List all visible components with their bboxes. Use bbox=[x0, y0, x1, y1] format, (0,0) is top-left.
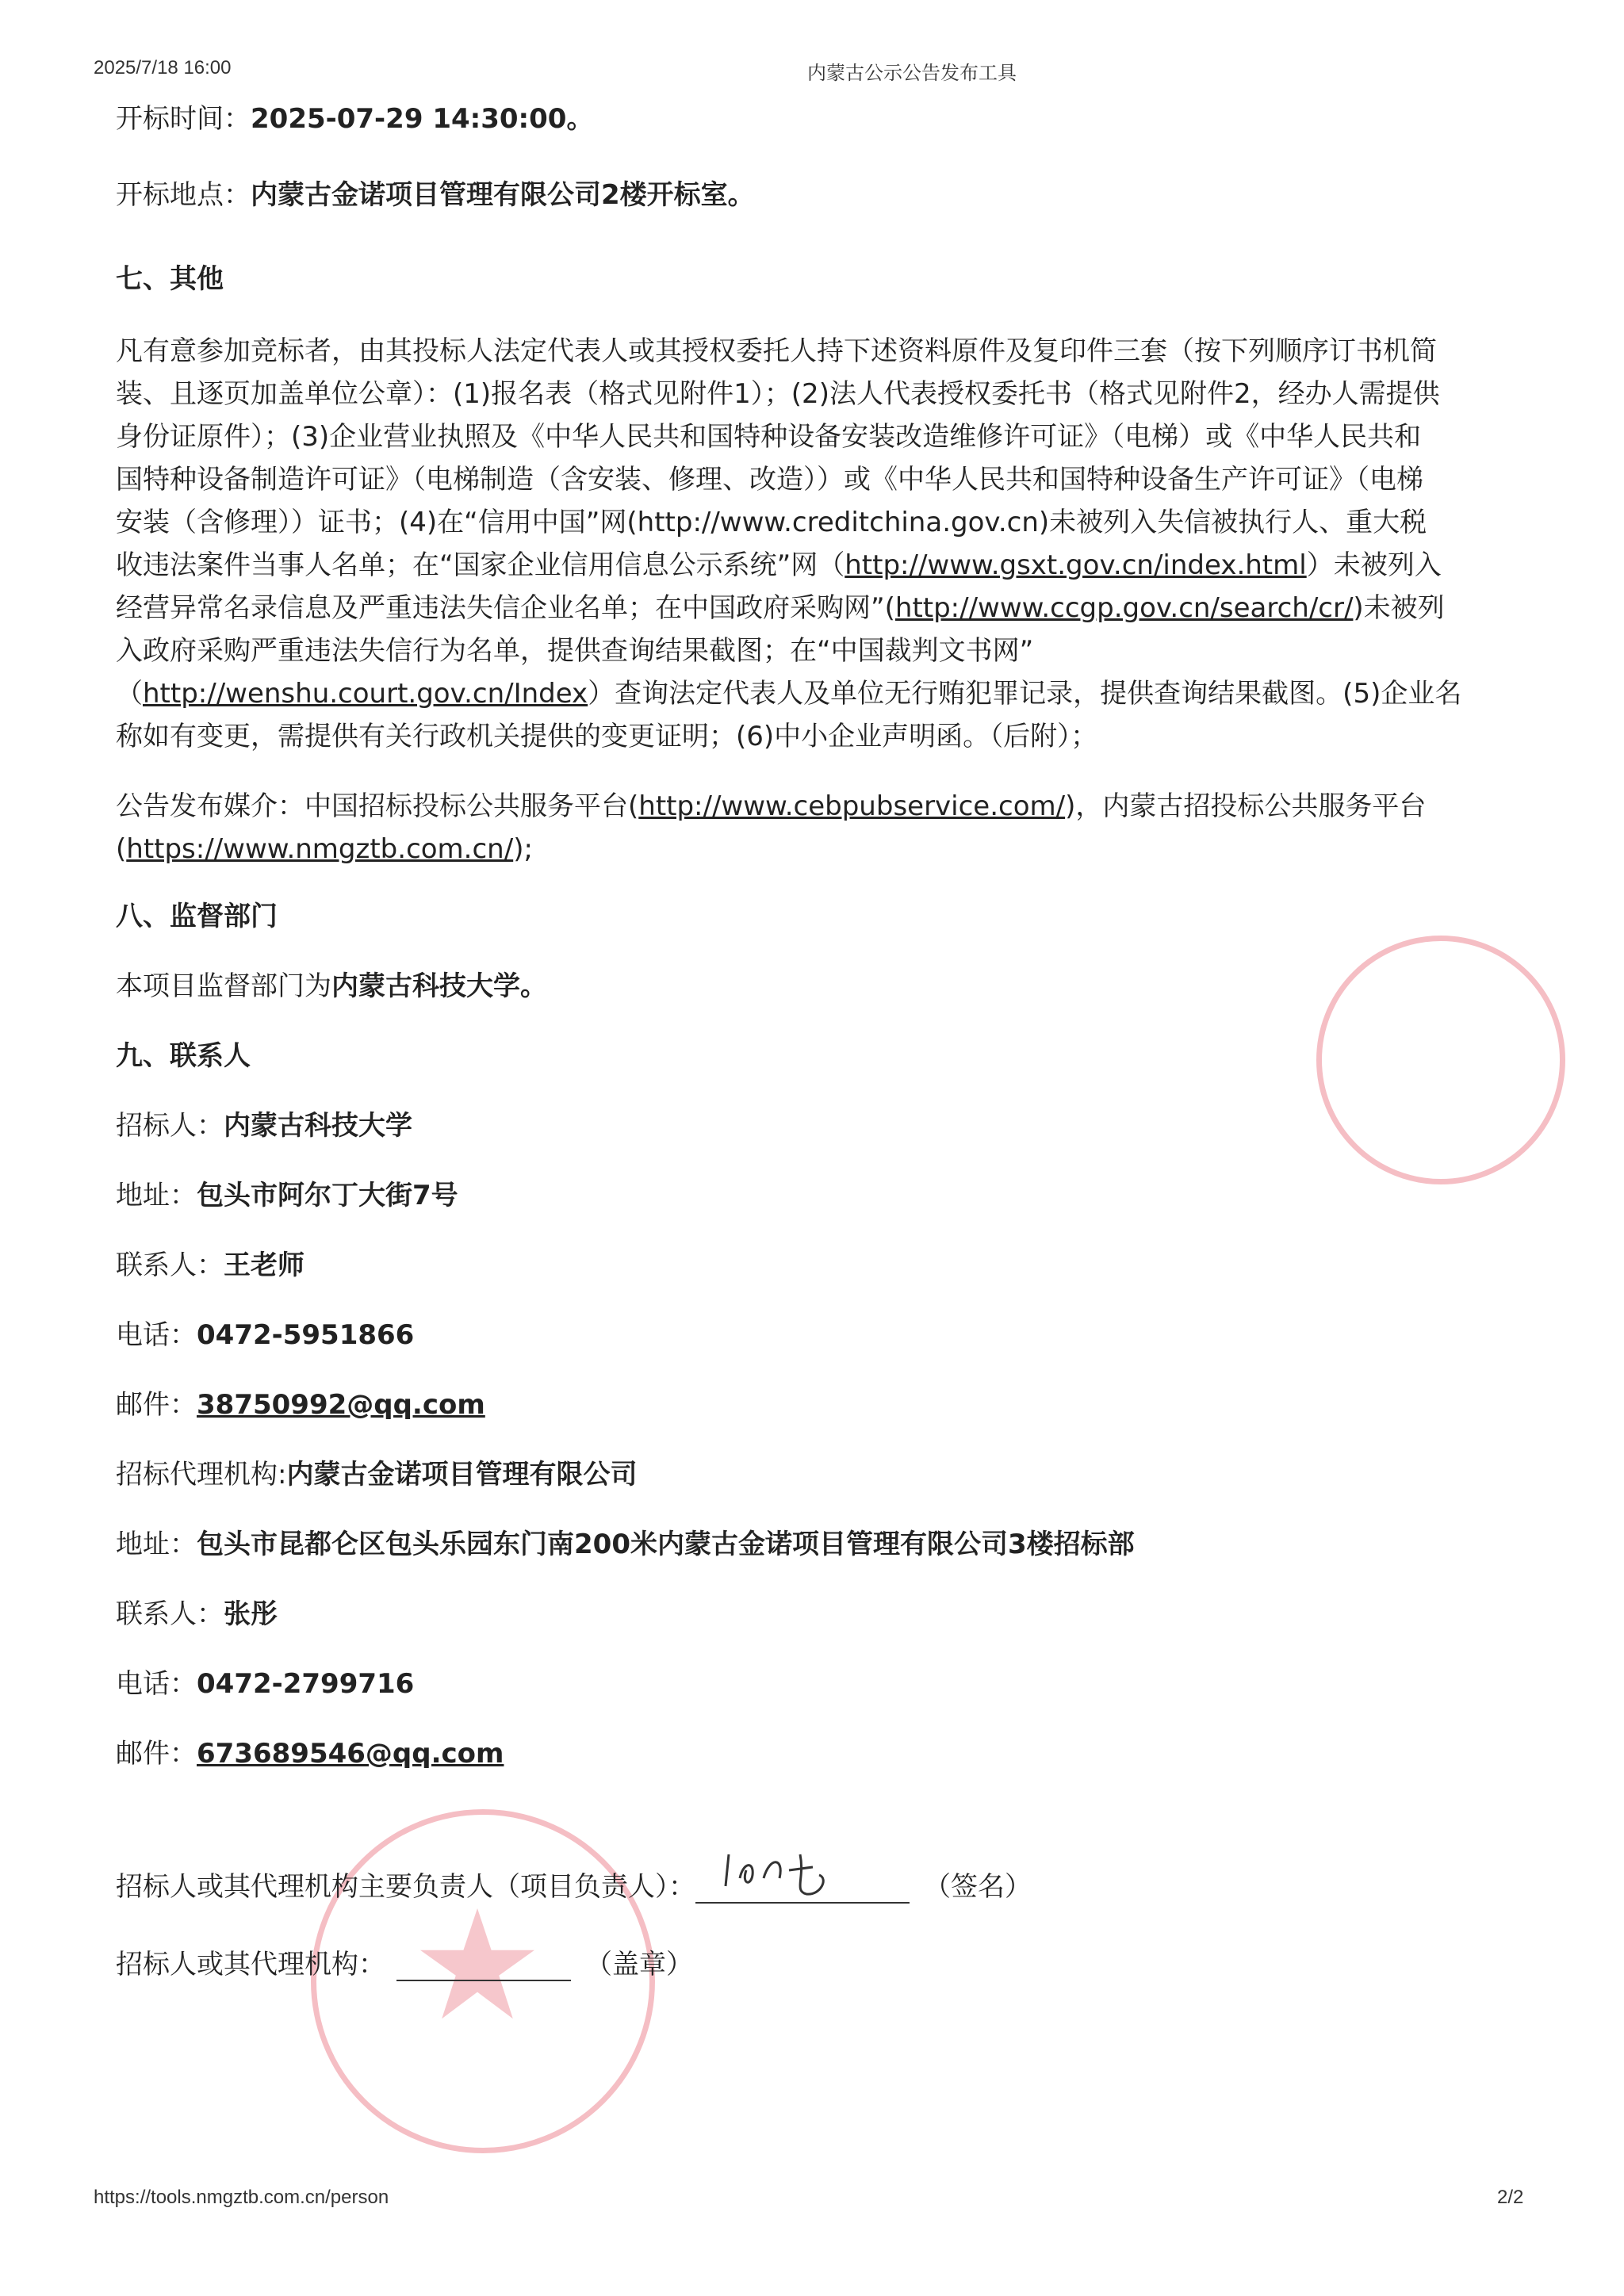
opening-time: 开标时间：2025-07-29 14:30:00。 bbox=[116, 103, 594, 135]
section-9-title: 九、联系人 bbox=[116, 1040, 251, 1072]
contact-row bbox=[116, 1732, 1535, 1801]
seal-row: 招标人或其代理机构： （盖章） bbox=[116, 1949, 693, 1980]
document-body bbox=[116, 97, 1535, 1801]
contact-row bbox=[116, 1662, 1535, 1732]
opening-place: 开标地点：内蒙古金诺项目管理有限公司2楼开标室。 bbox=[116, 179, 755, 211]
contact-value: 0472-2799716 bbox=[197, 1668, 415, 1700]
contact-value: 张彤 bbox=[224, 1598, 278, 1630]
contact-row bbox=[116, 1522, 1535, 1592]
contact-value: 内蒙古金诺项目管理有限公司 bbox=[286, 1459, 638, 1490]
contact-label: 地址： bbox=[116, 1180, 197, 1211]
contact-value: 0472-5951866 bbox=[197, 1319, 415, 1351]
contact-value: 包头市阿尔丁大街7号 bbox=[197, 1180, 458, 1211]
contact-row bbox=[116, 1383, 1535, 1452]
contact-label: 邮件： bbox=[116, 1738, 197, 1770]
contact-row bbox=[116, 1104, 1535, 1173]
print-page-title: 内蒙古公示公告发布工具 bbox=[807, 63, 1017, 84]
contact-row bbox=[116, 1173, 1535, 1243]
contact-value: 包头市昆都仑区包头乐园东门南200米内蒙古金诺项目管理有限公司3楼招标部 bbox=[197, 1529, 1135, 1560]
contact-label: 邮件： bbox=[116, 1389, 197, 1421]
supervision-text: 本项目监督部门为内蒙古科技大学。 bbox=[116, 970, 547, 1002]
contact-row bbox=[116, 1592, 1535, 1662]
contact-value: 王老师 bbox=[224, 1249, 304, 1281]
nmgztb-link[interactable]: https://www.nmgztb.com.cn/ bbox=[126, 833, 514, 865]
contact-label: 电话： bbox=[116, 1319, 197, 1351]
seal-field bbox=[396, 1948, 571, 1981]
contact-label: 招标代理机构: bbox=[116, 1459, 287, 1490]
cebpubservice-link[interactable]: http://www.cebpubservice.com/ bbox=[638, 790, 1066, 822]
contact-row bbox=[116, 1243, 1535, 1313]
contact-list bbox=[116, 1104, 1535, 1801]
signature-row: 招标人或其代理机构主要负责人（项目负责人）： （签名） bbox=[116, 1865, 1032, 1904]
section-7-title: 七、其他 bbox=[116, 263, 224, 295]
ccgp-link[interactable]: http://www.ccgp.gov.cn/search/cr/ bbox=[894, 592, 1354, 624]
print-datetime: 2025/7/18 16:00 bbox=[94, 57, 232, 78]
signature-field bbox=[695, 1870, 910, 1904]
contact-row bbox=[116, 1313, 1535, 1383]
contact-row bbox=[116, 1452, 1535, 1522]
handwritten-signature bbox=[718, 1846, 860, 1902]
footer-url: https://tools.nmgztb.com.cn/person bbox=[94, 2187, 389, 2208]
contact-value: 内蒙古科技大学 bbox=[224, 1110, 412, 1142]
gsxt-link[interactable]: http://www.gsxt.gov.cn/index.html bbox=[845, 549, 1307, 581]
contact-label: 联系人： bbox=[116, 1598, 224, 1630]
email-link[interactable]: 673689546@qq.com bbox=[197, 1738, 504, 1770]
contact-label: 电话： bbox=[116, 1668, 197, 1700]
wenshu-link[interactable]: http://wenshu.court.gov.cn/Index bbox=[143, 678, 588, 710]
section-7-paragraph: 凡有意参加竞标者，由其投标人法定代表人或其授权委托人持下述资料原件及复印件三套（按下列顺序订书机简 装、且逐页加盖单位公章）：(1)报名表（格式见附件1）；(2)法人代表授权委托书（格式见附件2，经办人需提供 身份证原件）；(3)企业营业执照及《中华人民共和国特种设备安装改造维修许可证》（电梯）或《中华人民共和 国特种设备制造许可证》（电梯制造（含安装、修理、改造））或《中华人民共和国特种设备生产许可证》（电梯 安装（含修理））证书；(4)在“信用中国”网(http://www.creditchina.gov.cn)未被列入失信被执行人、重大税 收违法案件当事人名单；在“国家企业信用信息公示系统”网（http://www.gsxt.gov.cn/index.html）未被列入 经营异常名录信息及严重违法失信企业名单；在中国政府采购网”(http://www.ccgp.gov.cn/search/cr/)未被列 入政府采购严重违法失信行为名单，提供查询结果截图；在“中国裁判文书网” （http://wenshu.court.gov.cn/Index）查询法定代表人及单位无行贿犯罪记录，提供查询结果截图。(5)企业名 称如有变更，需提供有关行政机关提供的变更证明；(6)中小企业声明函。（后附）； bbox=[116, 335, 1462, 752]
publication-media: 公告发布媒介：中国招标投标公共服务平台(http://www.cebpubservice.com/)，内蒙古招投标公共服务平台 (https://www.nmgztb.com.cn/); bbox=[116, 790, 1427, 865]
company-seal-bottom bbox=[311, 1809, 655, 2153]
email-link[interactable]: 38750992@qq.com bbox=[197, 1389, 485, 1421]
contact-label: 地址： bbox=[116, 1529, 197, 1560]
page-number: 2/2 bbox=[1497, 2187, 1524, 2208]
contact-label: 联系人： bbox=[116, 1249, 224, 1281]
contact-label: 招标人： bbox=[116, 1110, 224, 1142]
section-8-title: 八、监督部门 bbox=[116, 901, 278, 932]
